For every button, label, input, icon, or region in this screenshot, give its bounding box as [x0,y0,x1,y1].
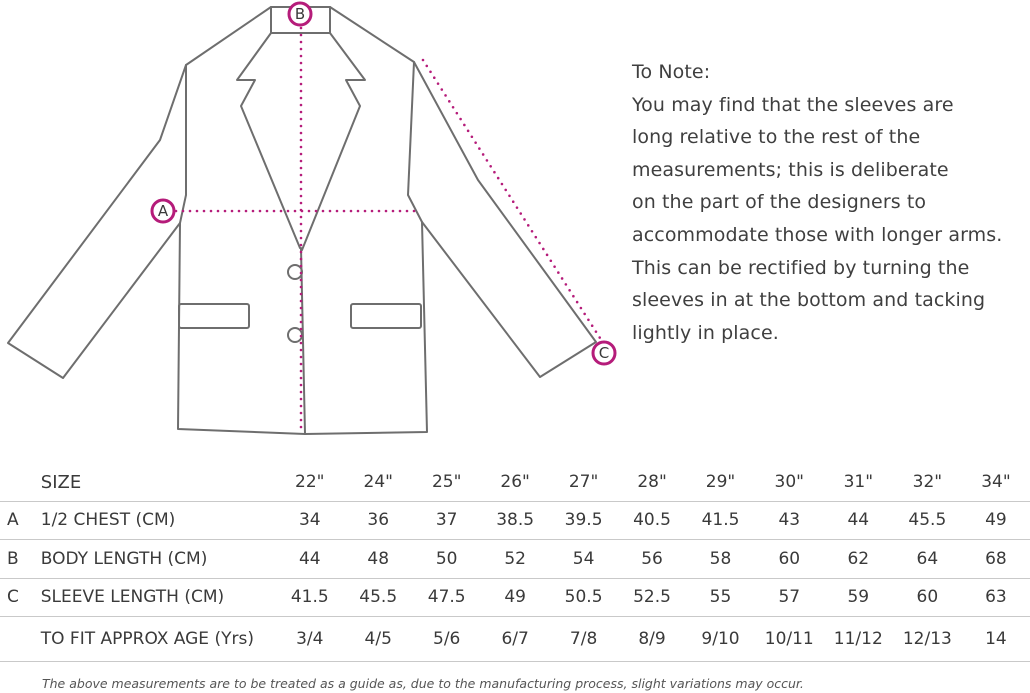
table-cell: 7/8 [569,629,598,649]
table-cell: 39.5 [564,510,603,531]
table-cell: 60 [778,548,801,569]
left-lapel-outline [237,33,300,248]
size-header-cell: 28" [637,472,667,493]
row-key: A [7,510,19,531]
size-header-cell: 29" [705,472,736,493]
table-cell: 41.5 [701,510,740,531]
table-cell: 49 [504,587,526,608]
table-cell: 52.5 [633,587,671,608]
marker-a [152,200,174,222]
table-cell: 59 [847,587,870,608]
table-cell: 11/12 [833,629,883,649]
table-cell: 14 [985,629,1007,649]
table-cell: 47.5 [427,587,466,608]
table-cell: 63 [985,587,1007,608]
table-row [0,501,1030,540]
jacket-body-outline [178,7,427,434]
right-sleeve-outline [414,62,596,377]
table-cell: 44 [847,510,870,531]
size-header-cell: 31" [843,472,874,493]
right-lapel-outline [302,33,365,250]
note-heading: To Note: [632,61,711,83]
table-row [0,617,1030,662]
row-key [0,617,41,662]
table-cell: 5/6 [433,629,461,649]
jacket-diagram [0,0,630,445]
table-cell: 41.5 [290,587,329,608]
note-line: sleeves in at the bottom and tacking [632,289,986,312]
size-header-cell: 27" [568,472,599,493]
table-cell: 36 [367,510,390,531]
table-cell: 12/13 [902,629,952,649]
marker-c [593,342,615,364]
table-cell: 8/9 [638,629,666,649]
marker-b [289,3,311,25]
table-cell: 54 [572,548,595,569]
table-cell: 60 [916,587,939,608]
table-cell: 38.5 [496,510,535,531]
table-cell: 52 [504,548,526,569]
table-row [0,578,1030,617]
table-cell: 37 [435,510,458,531]
size-header-row [0,464,1030,501]
note-line: on the part of the designers to [632,191,927,214]
row-key: B [7,548,19,569]
table-cell: 50.5 [564,587,603,608]
table-cell: 4/5 [364,629,392,649]
table-cell: 50 [435,548,458,569]
row-key: C [7,587,19,608]
size-header-cell: 34" [981,472,1011,493]
left-pocket [179,304,249,328]
note-line: long relative to the rest of the [632,126,921,149]
table-cell: 68 [985,548,1007,569]
marker-b-label: B [294,5,306,23]
right-pocket [351,304,421,328]
size-header-cell: 25" [431,472,462,493]
row-label: 1/2 CHEST (CM) [40,510,176,531]
note-line: measurements; this is deliberate [632,158,949,181]
table-cell: 55 [709,587,732,608]
marker-c-label: C [598,344,610,362]
sleeve-length-measure-line [423,60,600,338]
size-header-cell: 26" [500,472,530,493]
table-cell: 10/11 [764,629,814,649]
row-label: BODY LENGTH (CM) [40,548,208,569]
table-cell: 6/7 [501,629,529,649]
size-table [0,464,1030,662]
table-cell: 57 [778,587,801,608]
sizing-note [632,56,1027,349]
size-header-label: SIZE [40,471,82,493]
table-cell: 43 [778,510,801,531]
note-line: lightly in place. [632,321,779,344]
note-line: accommodate those with longer arms. [632,223,1003,246]
table-cell: 40.5 [633,510,671,531]
size-header-cell: 24" [363,472,393,493]
note-line: You may find that the sleeves are [632,93,954,116]
button-bottom [288,328,302,342]
table-cell: 64 [916,548,939,569]
row-label: TO FIT APPROX AGE (Yrs) [40,629,254,649]
table-cell: 58 [709,548,732,569]
row-label: SLEEVE LENGTH (CM) [40,587,225,608]
table-row [0,540,1030,579]
table-cell: 34 [298,510,321,531]
button-top [288,265,302,279]
size-header-cell: 30" [774,472,804,493]
table-cell: 3/4 [296,629,324,649]
table-cell: 45.5 [908,510,947,531]
marker-a-label: A [157,202,169,220]
table-cell: 49 [985,510,1007,531]
table-cell: 45.5 [359,587,398,608]
table-cell: 9/10 [701,629,740,649]
row-key [0,464,41,501]
table-cell: 44 [298,548,321,569]
table-cell: 48 [367,548,390,569]
size-header-cell: 32" [912,472,943,493]
footnote: The above measurements are to be treated as a guide as, due to the manufacturing process, slight variations may occur. [42,676,804,691]
note-line: This can be rectified by turning the [632,256,970,279]
table-cell: 56 [641,548,663,569]
size-header-cell: 22" [295,472,325,493]
table-cell: 62 [847,548,870,569]
